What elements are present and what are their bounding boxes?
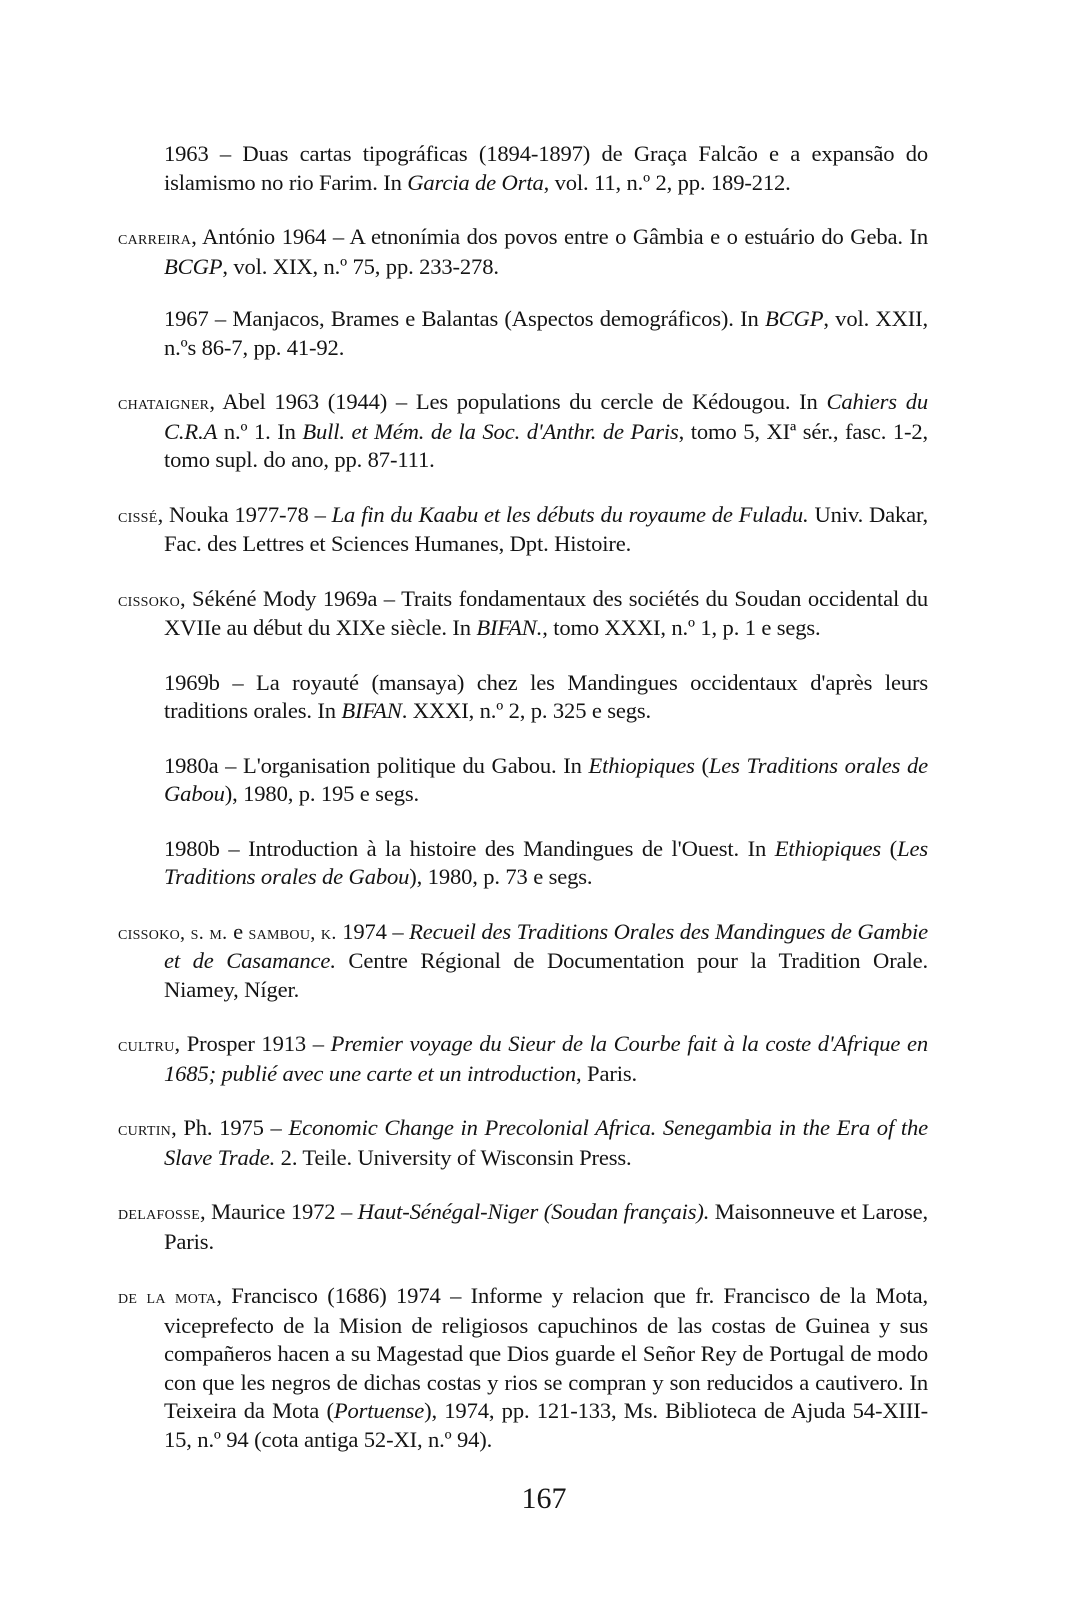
citation-text: 1980b – Introduction à la histoire des Mandingues de l'Ouest. In <box>164 835 775 861</box>
title-italic: Cahiers du C.R.A <box>164 389 929 444</box>
citation-text: e <box>227 918 249 944</box>
citation-text: , Ph. 1975 – <box>171 1115 289 1140</box>
author-name: cultru <box>118 1034 175 1056</box>
citation-text: , Paris. <box>576 1060 637 1086</box>
citation-text: 1969b – La royauté (mansaya) chez les Mandingues occidentaux d'après leurs traditions orales. In <box>164 669 928 723</box>
citation-text: 2. Teile. University of Wisconsin Press. <box>275 1144 632 1170</box>
bibliography-entry <box>118 388 928 475</box>
bibliography-entry <box>118 1198 928 1256</box>
title-italic: Les Traditions orales de Gabou <box>164 835 928 889</box>
citation-text: 1963 – Duas cartas tipográficas (1894-1897) de Graça Falcão e a expansão do islamismo no rio Farim. In <box>164 141 928 195</box>
bibliography-entry <box>118 501 928 559</box>
title-italic: Les Traditions orales de Gabou <box>164 752 928 806</box>
title-italic: Ethiopiques <box>588 752 695 778</box>
citation-text: ), 1980, p. 73 e segs. <box>409 864 593 889</box>
citation-text: , vol. XXII, n.ºs 86-7, pp. 41-92. <box>164 306 928 360</box>
author-name: carreira <box>118 227 192 249</box>
title-italic: Haut-Sénégal-Niger (Soudan français). <box>357 1199 710 1224</box>
bibliography-entry-continuation <box>118 835 928 892</box>
citation-text: , tomo 5, XIª sér., fasc. 1-2, tomo supl. do ano, pp. 87-111. <box>164 418 928 472</box>
bibliography-entry-continuation <box>118 305 928 362</box>
citation-text: . XXXI, n.º 2, p. 325 e segs. <box>401 698 652 723</box>
citation-text: ( <box>881 835 898 861</box>
citation-text: , Maurice 1972 – <box>200 1199 358 1224</box>
title-italic: BCGP <box>164 253 223 279</box>
citation-text: , Sékéné Mody 1969a – Traits fondamentaux des sociétés du Soudan occidental du XVIIe au début du XIXe siècle. In <box>164 585 928 640</box>
citation-text: , Prosper 1913 – <box>174 1031 331 1056</box>
citation-text: 1980a – L'organisation politique du Gabou. In <box>164 752 589 778</box>
citation-text: 1974 – <box>336 918 410 944</box>
author-name: cissoko, s. m. <box>118 921 228 944</box>
citation-text: 1967 – Manjacos, Brames e Balantas (Aspectos demográficos). In <box>164 306 765 331</box>
bibliography-entry-continuation <box>118 752 928 809</box>
citation-text: Maisonneuve et Larose, Paris. <box>164 1199 928 1254</box>
author-name: curtin <box>118 1118 172 1140</box>
author-name: cissé <box>118 504 158 527</box>
title-italic: Recueil des Traditions Orales des Mandingues de Gambie et de Casamance. <box>164 918 928 973</box>
author-name: delafosse <box>118 1202 201 1224</box>
citation-text: , Nouka 1977-78 – <box>157 501 332 527</box>
title-italic: Premier voyage du Sieur de la Courbe fait à la coste d'Afrique en 1685; publié avec une carte et un introduction <box>164 1031 928 1086</box>
citation-text: , vol. 11, n.º 2, pp. 189-212. <box>543 169 791 195</box>
citation-text: Centre Régional de Documentation pour la Tradition Orale. Niamey, Níger. <box>164 948 928 1002</box>
citation-text: ), 1980, p. 195 e segs. <box>224 781 419 806</box>
bibliography-entry-continuation <box>118 669 928 726</box>
title-italic: Economic Change in Precolonial Africa. Senegambia in the Era of the Slave Trade. <box>164 1115 928 1170</box>
bibliography-entry <box>118 918 928 1005</box>
citation-text: , tomo XXXI, n.º 1, p. 1 e segs. <box>542 615 821 640</box>
citation-text: , Abel 1963 (1944) – Les populations du cercle de Kédougou. In <box>209 389 827 414</box>
bibliography-entry <box>118 1030 928 1088</box>
author-name: cissoko <box>118 588 181 611</box>
citation-text: , António 1964 – A etnonímia dos povos entre o Gâmbia e o estuário do Geba. In <box>191 224 928 249</box>
bibliography-list <box>118 140 928 1454</box>
citation-text: ), 1974, pp. 121-133, Ms. Biblioteca de Ajuda 54-XIII-15, n.º 94 (cota antiga 52-XI, n.º 94). <box>164 1398 928 1452</box>
title-italic: BIFAN. <box>476 615 543 640</box>
page-number: 167 <box>521 1482 567 1515</box>
title-italic: BCGP <box>764 306 824 331</box>
title-italic: La fin du Kaabu et les débuts du royaume de Fuladu. <box>331 501 809 527</box>
title-italic: Bull. et Mém. de la Soc. d'Anthr. de Paris <box>302 418 679 444</box>
bibliography-entry <box>118 223 928 281</box>
author-name: sambou, k. <box>248 921 337 944</box>
author-name: de la mota <box>118 1286 217 1308</box>
bibliography-entry <box>118 1114 928 1172</box>
citation-text: ( <box>694 752 709 778</box>
author-name: chataigner <box>118 392 210 414</box>
citation-text: n.º 1. In <box>217 418 303 444</box>
bibliography-entry <box>118 585 928 643</box>
citation-text: Univ. Dakar, Fac. des Lettres et Sciences Humanes, Dpt. Histoire. <box>164 501 929 556</box>
title-italic: Garcia de Orta <box>407 169 544 195</box>
bibliography-entry-continuation <box>118 140 928 197</box>
bibliography-entry <box>118 1282 928 1454</box>
title-italic: Ethiopiques <box>774 835 882 861</box>
citation-text: , vol. XIX, n.º 75, pp. 233-278. <box>222 253 499 279</box>
title-italic: Portuense <box>333 1398 425 1423</box>
title-italic: BIFAN <box>341 698 402 723</box>
citation-text: , Francisco (1686) 1974 – Informe y relacion que fr. Francisco de la Mota, viceprefecto de la Mision de religiosos capuchinos de las costas de Guinea y sus compañeros hacen a su Magestad que Dios guarde el Señor Rey de Portugal de modo con que les negros de dichas costas y rios se compran y son reducidos a cautivero. In Teixeira da Mota ( <box>164 1283 928 1423</box>
